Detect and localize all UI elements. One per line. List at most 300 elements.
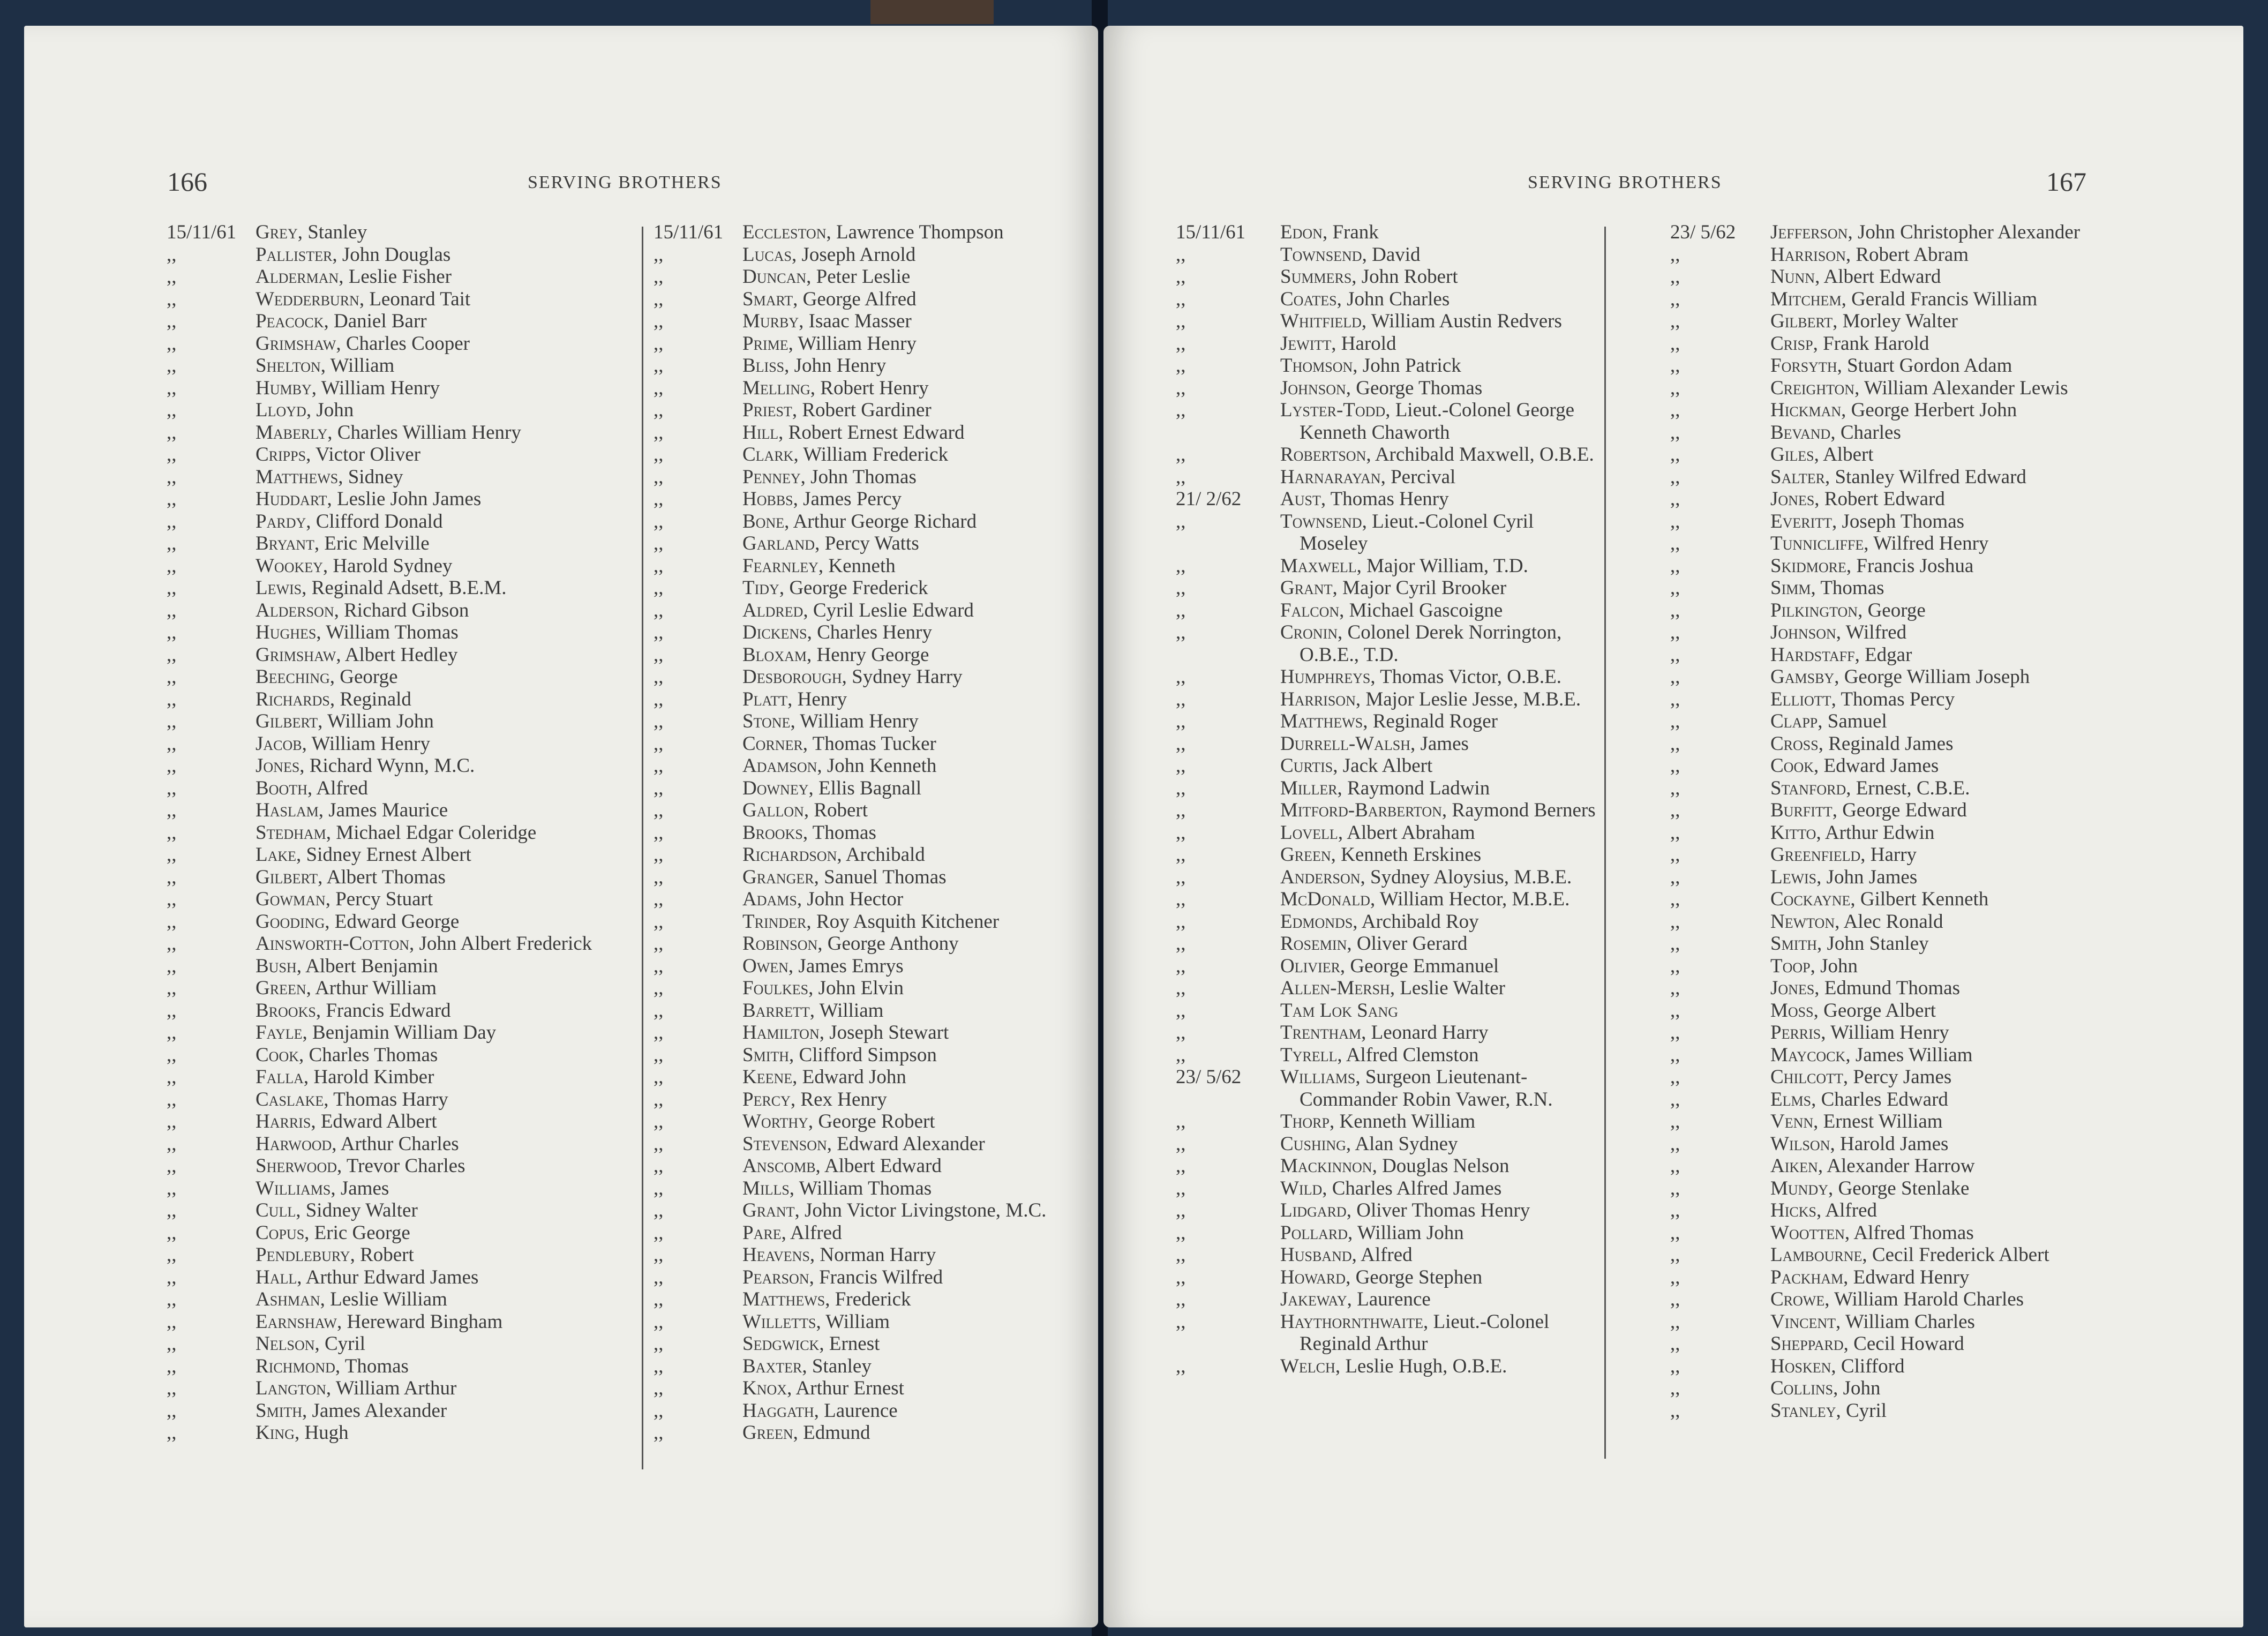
entry-given-names: , Henry	[787, 688, 847, 710]
entry-given-names: , Frank Harold	[1813, 332, 1929, 355]
entry-date: ,,	[654, 777, 664, 799]
list-item	[1176, 1133, 1596, 1155]
entry-surname: Lucas	[742, 243, 792, 266]
entry-given-names: , Ernest	[819, 1333, 880, 1355]
entry-date: ,,	[654, 755, 664, 777]
column-4	[1670, 221, 2233, 1422]
entry-surname: Chilcott	[1770, 1066, 1843, 1088]
entry-given-names: , James Emrys	[788, 955, 904, 977]
entry-name	[1770, 955, 1858, 978]
entry-name	[1770, 532, 1988, 555]
entry-surname: Stone	[742, 710, 791, 732]
entry-name	[1770, 244, 1969, 266]
entry-surname: Owen	[742, 955, 788, 977]
entry-name	[1280, 755, 1432, 777]
entry-surname: Matthews	[1280, 710, 1363, 732]
entry-date: ,,	[1670, 666, 1680, 688]
entry-given-names: , William Frederick	[793, 444, 949, 466]
list-item	[1176, 466, 1596, 489]
entry-name	[256, 1000, 451, 1022]
entry-name	[742, 1133, 985, 1155]
list-item	[167, 977, 638, 1000]
entry-date: ,,	[654, 910, 664, 933]
entry-surname: Grimshaw	[256, 332, 336, 355]
entry-given-names: , George Alfred	[793, 288, 917, 310]
entry-surname: Kitto	[1770, 821, 1816, 844]
entry-name	[256, 466, 403, 489]
entry-surname: Skidmore	[1770, 554, 1846, 577]
entry-surname: Mills	[742, 1177, 790, 1199]
entry-given-names: , Edward Alexander	[827, 1132, 985, 1155]
entry-surname: Bevand	[1770, 421, 1831, 444]
entry-given-names: , George Frederick	[779, 577, 928, 599]
entry-given-names: , John Douglas	[332, 243, 451, 266]
entry-surname: Clapp	[1770, 710, 1818, 732]
entry-date: ,,	[654, 888, 664, 910]
list-item	[654, 288, 1098, 311]
entry-given-names: , Edward George	[325, 910, 460, 933]
list-item	[654, 710, 1098, 733]
list-item	[1176, 1199, 1596, 1222]
list-item	[1670, 466, 2233, 489]
entry-date: ,,	[167, 444, 177, 466]
entry-name	[1770, 755, 1939, 777]
entry-date: ,,	[1176, 621, 1186, 643]
entry-given-names: , James William	[1845, 1044, 1973, 1066]
entry-date: ,,	[167, 1199, 177, 1221]
entry-date: ,,	[1670, 999, 1680, 1022]
entry-date: ,,	[654, 1244, 664, 1266]
column-1	[167, 221, 638, 1444]
entry-surname: Howard	[1280, 1266, 1346, 1288]
entry-name	[1280, 977, 1505, 1000]
entry-name	[1770, 1044, 1973, 1067]
list-item	[1670, 1089, 2233, 1111]
list-item	[654, 933, 1098, 955]
entry-date: ,,	[167, 1155, 177, 1177]
entry-surname: Haslam	[256, 799, 319, 821]
entry-surname: Green	[742, 1422, 793, 1444]
entry-name	[1280, 666, 1561, 688]
list-item	[1670, 333, 2233, 355]
entry-date: ,,	[1670, 755, 1680, 777]
entry-surname: Green	[256, 977, 306, 999]
list-item	[1670, 1288, 2233, 1311]
entry-date: ,,	[1670, 488, 1680, 510]
entry-date: ,,	[1176, 777, 1186, 799]
list-item	[1670, 888, 2233, 911]
entry-given-names: , Arthur William	[306, 977, 437, 999]
entry-name	[256, 1244, 414, 1266]
entry-date: ,,	[1670, 1355, 1680, 1377]
entry-name	[1770, 1222, 1974, 1244]
entry-surname: Gilbert	[256, 710, 318, 732]
entry-date: ,,	[654, 532, 664, 554]
entry-surname: Heavens	[742, 1244, 810, 1266]
entry-name	[1770, 888, 1988, 911]
entry-date: ,,	[1670, 1399, 1680, 1422]
entry-given-names: , William Harold Charles	[1824, 1288, 2024, 1310]
list-item	[167, 288, 638, 311]
list-item	[654, 1288, 1098, 1311]
running-heading: SERVING BROTHERS	[1528, 172, 1722, 192]
entry-name	[256, 955, 438, 978]
entry-given-names: , Harry	[1860, 844, 1917, 866]
entry-name	[1280, 555, 1528, 577]
entry-given-names: , Archibald Roy	[1353, 910, 1479, 933]
list-item	[654, 511, 1098, 533]
entry-surname: Johnson	[1770, 621, 1836, 643]
entry-given-names: , Cyril	[314, 1333, 366, 1355]
entry-date: ,,	[167, 977, 177, 999]
entry-given-names: , Arthur Edward James	[297, 1266, 479, 1288]
entry-name	[742, 377, 929, 400]
entry-name	[256, 1222, 410, 1244]
list-item	[1176, 777, 1596, 800]
entry-given-names: , Thomas	[335, 1355, 409, 1377]
entry-surname: Venn	[1770, 1110, 1814, 1132]
entry-name	[1280, 1266, 1482, 1289]
entry-name	[1280, 799, 1596, 822]
entry-surname: Bone	[742, 510, 785, 532]
entry-given-names: , Percy Stuart	[325, 888, 433, 910]
entry-given-names: , Reginald	[329, 688, 411, 710]
entry-given-names: , Major Leslie Jesse, M.B.E.	[1355, 688, 1581, 710]
list-item	[654, 777, 1098, 800]
entry-given-names: , John Hector	[797, 888, 904, 910]
list-item	[167, 532, 638, 555]
entry-surname: Ainsworth-Cotton	[256, 933, 409, 955]
entry-surname: Salter	[1770, 466, 1825, 488]
entry-name	[1770, 377, 2068, 400]
entry-date: ,,	[1670, 621, 1680, 643]
list-item	[1176, 288, 1596, 311]
entry-name	[742, 866, 947, 889]
entry-name	[256, 977, 437, 1000]
entry-date: ,,	[1176, 710, 1186, 732]
entry-surname: Fayle	[256, 1022, 303, 1044]
entry-name	[742, 666, 963, 688]
entry-given-names: , George Anthony	[817, 933, 959, 955]
entry-surname: Pendlebury	[256, 1244, 350, 1266]
entry-name	[1280, 488, 1449, 511]
list-item	[167, 688, 638, 711]
entry-given-names: , Trevor Charles	[337, 1155, 465, 1177]
entry-given-names: , Leonard Harry	[1361, 1022, 1489, 1044]
entry-surname: Eccleston	[742, 221, 827, 243]
entry-surname: Nunn	[1770, 266, 1815, 288]
entry-surname: Gamsby	[1770, 666, 1835, 688]
entry-name	[256, 488, 481, 511]
entry-surname: Elms	[1770, 1088, 1812, 1110]
list-item	[654, 799, 1098, 822]
entry-surname: Harwood	[256, 1132, 332, 1155]
entry-name	[1770, 1133, 1948, 1155]
list-item	[654, 221, 1098, 244]
entry-date: ,,	[167, 1288, 177, 1310]
entry-surname: Haythornthwaite	[1280, 1310, 1423, 1333]
entry-name	[1280, 733, 1469, 755]
entry-name	[256, 1355, 409, 1378]
entry-name	[742, 977, 904, 1000]
entry-date: ,,	[1670, 1288, 1680, 1310]
list-item	[1176, 933, 1596, 955]
entry-given-names: , George Albert	[1813, 999, 1936, 1022]
entry-date: ,,	[654, 666, 664, 688]
entry-date: ,,	[654, 1044, 664, 1066]
entry-surname: Huddart	[256, 488, 327, 510]
entry-given-names: , George Thomas	[1346, 377, 1483, 399]
entry-surname: Rosemin	[1280, 933, 1347, 955]
entry-surname: Lovell	[1280, 821, 1338, 844]
list-item	[1670, 844, 2233, 866]
entry-date: ,,	[1670, 1110, 1680, 1132]
entry-given-names: , Clifford	[1831, 1355, 1905, 1377]
entry-date: ,,	[1176, 243, 1186, 266]
entry-given-names: , Harold James	[1830, 1132, 1949, 1155]
entry-name	[1280, 1000, 1398, 1022]
entry-name	[256, 777, 368, 800]
entry-given-names: , Thomas	[802, 821, 876, 844]
list-item	[1176, 1155, 1596, 1177]
entry-given-names: , William Henry	[302, 732, 430, 755]
entry-date: ,,	[1670, 266, 1680, 288]
entry-surname: Desborough	[742, 666, 842, 688]
entry-given-names: , Thomas	[1811, 577, 1884, 599]
entry-date: ,,	[1670, 866, 1680, 888]
entry-given-names: , Charles Cooper	[336, 332, 470, 355]
entry-name	[1770, 577, 1884, 599]
entry-given-names: , Peter Leslie	[806, 266, 911, 288]
entry-date: ,,	[654, 933, 664, 955]
entry-surname: Toop	[1770, 955, 1811, 977]
entry-given-names: , Charles Henry	[807, 621, 932, 643]
entry-name	[256, 1266, 478, 1289]
entry-given-names: , Reginald Adsett, B.E.M.	[302, 577, 507, 599]
list-item	[1670, 288, 2233, 311]
list-item	[1176, 511, 1596, 555]
entry-name	[1770, 1400, 1887, 1422]
entry-given-names: , Arthur Edwin	[1816, 821, 1935, 844]
list-item	[654, 1177, 1098, 1200]
entry-given-names: , Alexander Harrow	[1818, 1155, 1975, 1177]
entry-surname: Keene	[742, 1066, 793, 1088]
entry-surname: Hall	[256, 1266, 297, 1288]
entry-date: ,,	[167, 554, 177, 577]
list-item	[1176, 688, 1596, 711]
list-item	[1176, 1244, 1596, 1266]
entry-date: ,,	[167, 799, 177, 821]
entry-date: ,,	[654, 377, 664, 399]
list-item	[1176, 1222, 1596, 1244]
entry-date: ,,	[654, 1132, 664, 1155]
list-item	[654, 488, 1098, 511]
entry-given-names: , Leonard Tait	[359, 288, 471, 310]
entry-surname: Smart	[742, 288, 793, 310]
entry-surname: Wedderburn	[256, 288, 359, 310]
entry-name	[742, 599, 974, 622]
list-item	[1176, 333, 1596, 355]
list-item	[167, 355, 638, 377]
entry-surname: Curtis	[1280, 755, 1333, 777]
list-item	[654, 822, 1098, 844]
entry-name	[256, 1133, 459, 1155]
entry-name	[256, 1110, 437, 1133]
entry-surname: Penney	[742, 466, 801, 488]
entry-date: ,,	[1670, 310, 1680, 332]
entry-given-names: , William Austin Redvers	[1361, 310, 1562, 332]
entry-surname: Downey	[742, 777, 809, 799]
entry-date: ,,	[654, 488, 664, 510]
entry-name	[1770, 399, 2017, 422]
entry-given-names: , Robert Abram	[1845, 243, 1969, 266]
list-item	[1176, 1022, 1596, 1044]
entry-given-names: , Albert Hedley	[336, 643, 458, 666]
entry-name	[256, 799, 448, 822]
entry-given-names: , Albert	[1814, 444, 1874, 466]
entry-date: ,,	[167, 399, 177, 421]
page-number: 166	[167, 167, 207, 197]
entry-surname: Jakeway	[1280, 1288, 1347, 1310]
list-item	[167, 844, 638, 866]
entry-surname: Sherwood	[256, 1155, 337, 1177]
entry-date: ,,	[654, 243, 664, 266]
entry-name	[742, 1311, 890, 1333]
entry-date: ,,	[654, 310, 664, 332]
list-item	[167, 577, 638, 599]
list-item	[654, 444, 1098, 466]
entry-name	[742, 1400, 898, 1422]
entry-given-names: , John Patrick	[1353, 355, 1461, 377]
entry-date: ,,	[1176, 1132, 1186, 1155]
entry-name	[1770, 333, 1929, 355]
entry-given-names: , Clifford Simpson	[789, 1044, 937, 1066]
list-item	[1670, 1311, 2233, 1333]
entry-name	[1770, 666, 2030, 688]
entry-name	[256, 688, 411, 711]
entry-date: ,,	[1670, 288, 1680, 310]
entry-surname: Alderson	[256, 599, 334, 621]
entry-given-names: , William Henry	[788, 332, 917, 355]
entry-given-names: , John	[306, 399, 354, 421]
entry-surname: Adamson	[742, 755, 817, 777]
entry-surname: Barrett	[742, 999, 810, 1022]
entry-date: ,,	[1176, 1288, 1186, 1310]
entry-surname: Cockayne	[1770, 888, 1851, 910]
entry-date: ,,	[654, 732, 664, 755]
entry-date: ,,	[1670, 599, 1680, 621]
entry-date: ,,	[167, 844, 177, 866]
entry-name	[742, 244, 915, 266]
entry-name	[1770, 688, 1955, 711]
entry-given-names: , Laurence	[1347, 1288, 1431, 1310]
entry-date: ,,	[654, 1355, 664, 1377]
entry-given-names: , William Thomas	[316, 621, 459, 643]
entry-name	[742, 933, 959, 955]
entry-surname: Forsyth	[1770, 355, 1837, 377]
entry-name	[1770, 466, 2026, 489]
list-item	[1670, 1133, 2233, 1155]
entry-surname: Crowe	[1770, 1288, 1825, 1310]
entry-surname: Coates	[1280, 288, 1337, 310]
entry-date: ,,	[1670, 710, 1680, 732]
entry-date: ,,	[1670, 1066, 1680, 1088]
entry-surname: Aust	[1280, 488, 1321, 510]
entry-date: ,,	[654, 266, 664, 288]
entry-name	[1280, 333, 1396, 355]
entry-surname: Lambourne	[1770, 1244, 1863, 1266]
list-item	[654, 1133, 1098, 1155]
entry-date: ,,	[1176, 799, 1186, 821]
entry-name	[742, 1155, 942, 1177]
entry-surname: Stanley	[1770, 1399, 1836, 1422]
entry-given-names: , Alfred	[307, 777, 368, 799]
entry-surname: Cull	[256, 1199, 296, 1221]
entry-surname: Wild	[1280, 1177, 1323, 1199]
entry-given-names: , Sidney Walter	[296, 1199, 418, 1221]
entry-name	[742, 333, 917, 355]
entry-name	[1280, 355, 1461, 377]
entry-name	[1770, 1333, 1964, 1355]
entry-name	[256, 555, 452, 577]
entry-date: ,,	[1670, 844, 1680, 866]
entry-name	[742, 266, 910, 288]
entry-given-names: , John Kenneth	[817, 755, 937, 777]
entry-given-names: , George Emmanuel	[1340, 955, 1499, 977]
list-item	[1670, 266, 2233, 288]
entry-date: ,,	[1176, 732, 1186, 755]
entry-name	[1280, 1110, 1475, 1133]
entry-date: ,,	[167, 777, 177, 799]
list-item	[167, 777, 638, 800]
entry-given-names: , Alfred	[781, 1221, 842, 1244]
list-item	[167, 599, 638, 622]
list-item	[167, 1089, 638, 1111]
entry-given-names: , Thomas Tucker	[802, 732, 936, 755]
list-item	[654, 755, 1098, 777]
entry-surname: Stanford	[1770, 777, 1846, 799]
list-item	[167, 755, 638, 777]
entry-name	[1280, 377, 1482, 400]
entry-given-names: , Alan Sydney	[1346, 1132, 1458, 1155]
entry-date: ,,	[167, 1066, 177, 1088]
entry-surname: Humby	[256, 377, 312, 399]
list-item	[654, 1333, 1098, 1355]
entry-date: ,,	[1670, 1266, 1680, 1288]
entry-given-names: , Douglas Nelson	[1372, 1155, 1510, 1177]
entry-surname: Maberly	[256, 421, 328, 444]
entry-surname: Pearson	[742, 1266, 809, 1288]
list-item	[1670, 666, 2233, 688]
entry-name	[1280, 710, 1498, 733]
list-item	[1670, 822, 2233, 844]
entry-given-names: , George Edward	[1832, 799, 1967, 821]
entry-surname: Richardson	[742, 844, 837, 866]
entry-name	[1770, 1066, 1951, 1089]
entry-date: ,,	[167, 621, 177, 643]
entry-given-names: , John Victor Livingstone, M.C.	[794, 1199, 1047, 1221]
entry-date: ,,	[654, 1310, 664, 1333]
entry-name	[1280, 933, 1467, 955]
entry-name	[742, 1066, 906, 1089]
entry-name	[742, 1000, 883, 1022]
entry-surname: Knox	[742, 1377, 787, 1399]
entry-date: ,,	[654, 999, 664, 1022]
list-item	[1670, 933, 2233, 955]
entry-date: ,,	[167, 666, 177, 688]
entry-surname: Lidgard	[1280, 1199, 1347, 1221]
list-item	[1176, 488, 1596, 511]
